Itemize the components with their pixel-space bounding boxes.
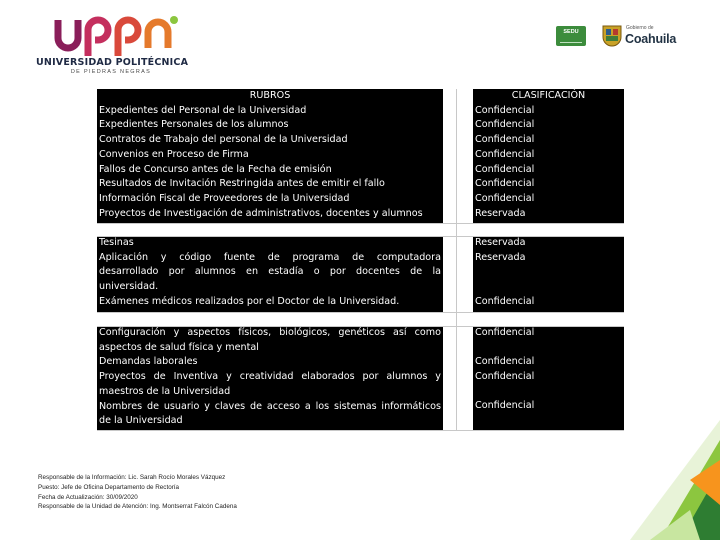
rubro-codigo-line-2: desarrollado por alumnos en estadía o por docentes de la bbox=[99, 266, 441, 278]
institution-subtitle: DE PIEDRAS NEGRAS bbox=[70, 69, 152, 75]
rubro-item: Expedientes Personales de los alumnos bbox=[99, 119, 289, 131]
corner-decoration bbox=[590, 420, 720, 540]
coahuila-logo bbox=[602, 24, 686, 50]
rubro-config-line-2: aspectos de salud física y mental bbox=[99, 341, 259, 353]
institution-name: UNIVERSIDAD POLITÉCNICA bbox=[36, 57, 189, 68]
rubro-demandas: Demandas laborales bbox=[99, 356, 198, 368]
spacer bbox=[475, 385, 622, 400]
rubro-item: Contratos de Trabajo del personal de la Universidad bbox=[99, 134, 348, 146]
rubro-tesinas: Tesinas bbox=[99, 237, 134, 248]
clasificacion-item: Confidencial bbox=[475, 148, 535, 160]
row-divider bbox=[97, 326, 624, 327]
rubro-nombres-line-2: de la Universidad bbox=[99, 415, 183, 427]
footer-info bbox=[38, 473, 237, 512]
clasificacion-proyectos: Confidencial bbox=[475, 371, 535, 383]
rubro-codigo-line-1: Aplicación y código fuente de programa de computadora bbox=[99, 251, 441, 263]
clasificacion-table-group-2 bbox=[473, 236, 624, 312]
clasificacion-item: Confidencial bbox=[475, 163, 535, 175]
clasificacion-item: Confidencial bbox=[475, 119, 535, 131]
footer-unidad: Responsable de la Unidad de Atención: Ing. Montserrat Falcón Cadena bbox=[38, 503, 237, 511]
rubro-proyectos-line-2: maestros de la Universidad bbox=[99, 385, 231, 397]
clasificacion-item: Confidencial bbox=[475, 134, 535, 146]
shield-icon bbox=[602, 24, 622, 48]
rubros-table-group-1 bbox=[97, 89, 443, 223]
uppn-logo-icon bbox=[52, 12, 182, 56]
uppn-logo bbox=[36, 12, 189, 78]
spacer bbox=[475, 341, 622, 356]
state-name: Coahuila bbox=[625, 32, 677, 46]
rubro-proyectos-line-1: Proyectos de Inventiva y creatividad elaborados por alumnos y bbox=[99, 371, 441, 383]
spacer bbox=[475, 280, 622, 295]
rubro-item: Información Fiscal de Proveedores de la Universidad bbox=[99, 192, 350, 204]
rubros-table-group-2 bbox=[97, 236, 443, 312]
footer-responsable: Responsable de la Información: Lic. Sarah Rocío Morales Vázquez bbox=[38, 474, 226, 481]
rubro-config-line-1: Configuración y aspectos físicos, biológicos, genéticos así como bbox=[99, 327, 441, 338]
rubro-item: Convenios en Proceso de Firma bbox=[99, 148, 249, 160]
clasificacion-examenes: Confidencial bbox=[475, 295, 535, 307]
clasificacion-item: Confidencial bbox=[475, 192, 535, 204]
clasificacion-table-group-3 bbox=[473, 326, 624, 430]
rubros-header: RUBROS bbox=[249, 90, 291, 101]
row-divider bbox=[97, 236, 624, 237]
rubro-codigo-line-3: universidad. bbox=[99, 281, 159, 293]
clasificacion-header: CLASIFICACIÓN bbox=[511, 90, 586, 101]
clasificacion-config: Confidencial bbox=[475, 327, 535, 338]
spacer bbox=[475, 265, 622, 280]
rubro-item: Resultados de Invitación Restringida antes de emitir el fallo bbox=[99, 178, 385, 190]
footer-puesto: Puesto: Jefe de Oficina Departamento de Rectoría bbox=[38, 483, 180, 491]
clasificacion-item: Confidencial bbox=[475, 104, 535, 116]
row-divider bbox=[97, 223, 624, 224]
rubros-table-group-3 bbox=[97, 326, 443, 430]
clasificacion-tesinas: Reservada bbox=[475, 237, 526, 248]
clasificacion-nombres: Confidencial bbox=[475, 400, 535, 412]
clasificacion-table-group-1 bbox=[473, 89, 624, 223]
rubro-examenes: Exámenes médicos realizados por el Doctor de la Universidad. bbox=[99, 295, 400, 307]
footer-fecha: Fecha de Actualización: 30/09/2020 bbox=[38, 493, 138, 501]
column-divider bbox=[456, 89, 457, 430]
clasificacion-item: Reservada bbox=[475, 207, 526, 219]
rubro-item: Fallos de Concurso antes de la Fecha de emisión bbox=[99, 163, 332, 175]
clasificacion-codigo: Reservada bbox=[475, 251, 526, 263]
rubro-nombres-line-1: Nombres de usuario y claves de acceso a los sistemas informáticos bbox=[99, 400, 441, 412]
row-divider bbox=[97, 430, 624, 431]
row-divider bbox=[97, 312, 624, 313]
rubro-item: Expedientes del Personal de la Universidad bbox=[99, 104, 307, 116]
gobierno-label: Gobierno de bbox=[626, 25, 654, 31]
sedu-logo: SEDU bbox=[556, 26, 586, 46]
rubro-item: Proyectos de Investigación de administrativos, docentes y alumnos bbox=[99, 207, 423, 219]
clasificacion-item: Confidencial bbox=[475, 178, 535, 190]
clasificacion-demandas: Confidencial bbox=[475, 356, 535, 368]
